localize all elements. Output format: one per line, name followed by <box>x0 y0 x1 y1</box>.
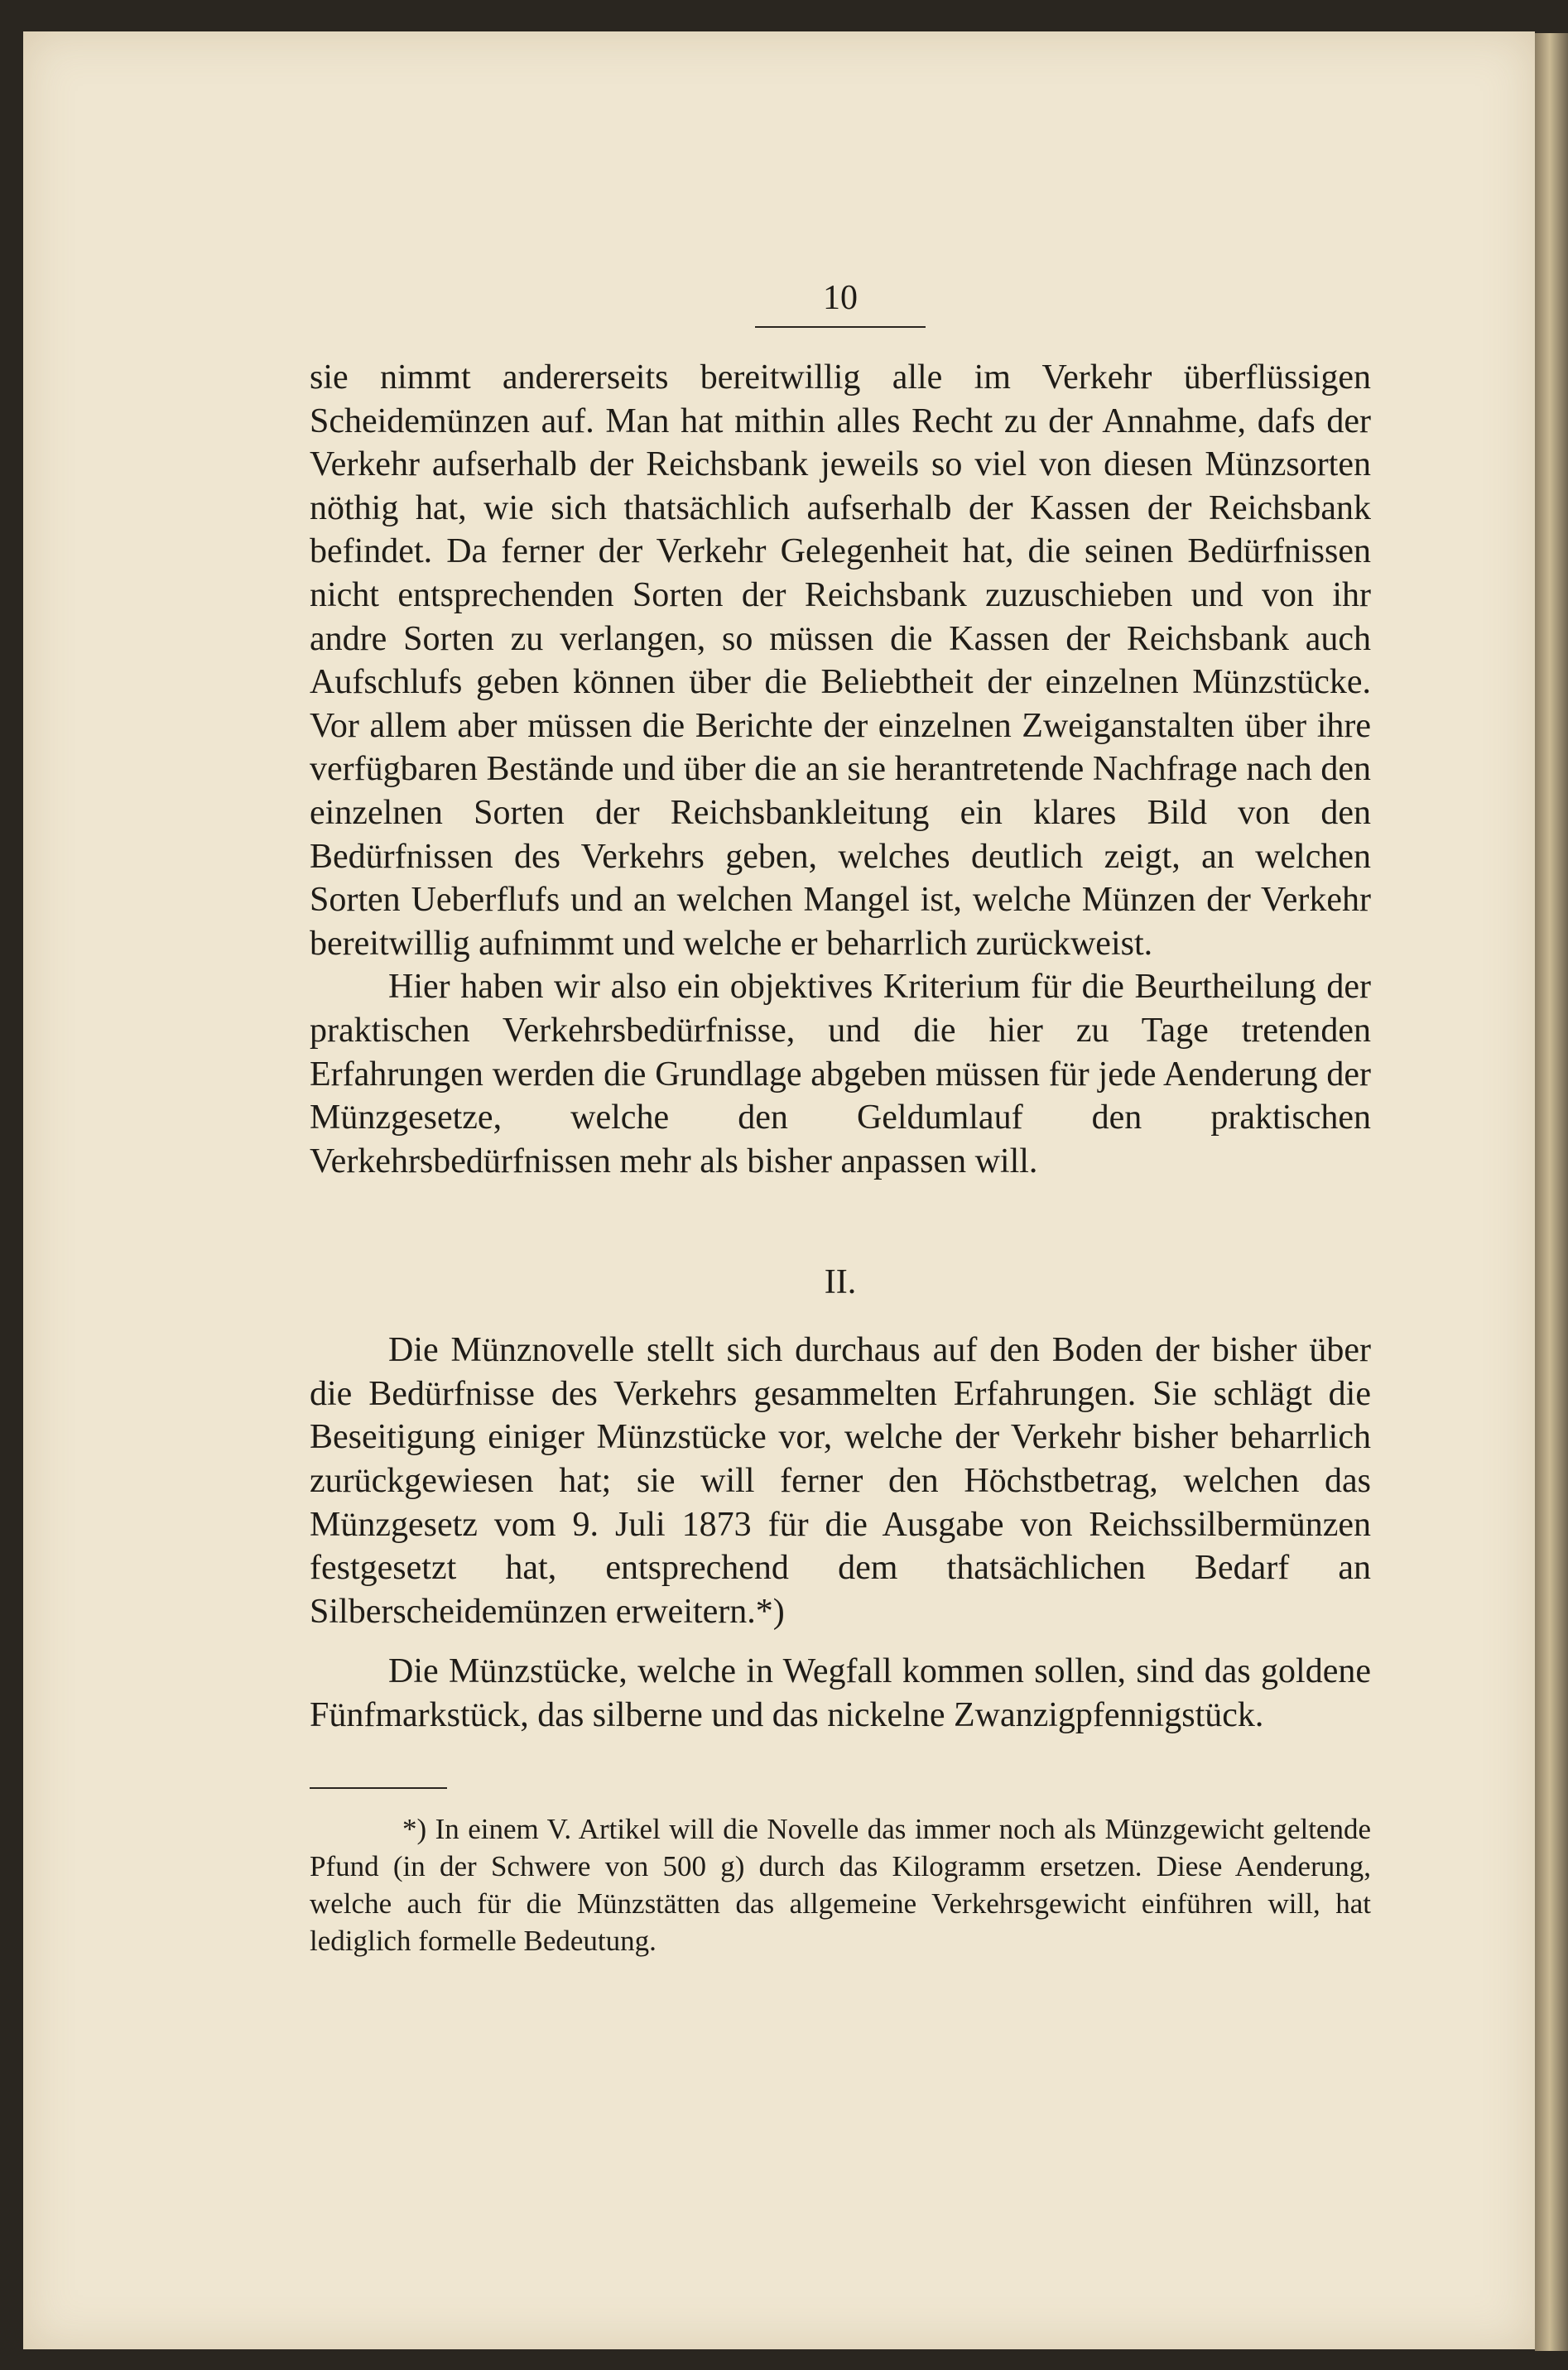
paragraph-muenzstuecke: Die Münzstücke, welche in Wegfall kommen sollen, sind das goldene Fünfmarkstück, das silberne und das nickelne Zwanzigpfennigstück. <box>310 1652 1371 1735</box>
paragraph-continued: sie nimmt andererseits bereitwillig alle im Verkehr überflüssigen Scheidemünzen auf. Man hat mithin alles Recht zu der Annahme, dafs der Verkehr aufserhalb der Reichsbank jeweils so viel von diesen Münzsorten nöthig hat, wie sich thatsächlich aufserhalb der Kassen der Reichsbank befindet. Da ferner der Verkehr Gelegenheit hat, die seinen Bedürfnissen nicht entsprechenden Sorten der Reichsbank zuzuschieben und von ihr andre Sorten zu verlangen, so müssen die Kassen der Reichsbank auch Aufschlufs geben können über die Beliebtheit der einzelnen Münzstücke. Vor allem aber müssen die Berichte der einzelnen Zweiganstalten über ihre verfügbaren Bestände und über die an sie herantretende Nachfrage nach den einzelnen Sorten der Reichsbankleitung ein klares Bild von den Bedürfnissen des Verkehrs geben, welches deutlich zeigt, an welchen Sorten Ueberflufs und an welchen Mangel ist, welche Münzen der Verkehr bereitwillig aufnimmt und welche er beharrlich zurückweist. <box>310 358 1371 963</box>
section-heading: II. <box>824 1263 857 1302</box>
header-rule <box>755 326 926 328</box>
footnote: *) In einem V. Artikel will die Novelle das immer noch als Münzgewicht geltende Pfund (in der Schwere von 500 g) durch das Kilogramm ersetzen. Diese Aenderung, welche auch für die Münzstätten das allgemeine Verkehrsgewicht einführen will, hat lediglich formelle Bedeutung. <box>310 1812 1371 1957</box>
page-number: 10 <box>823 279 858 317</box>
book-page <box>23 31 1535 2349</box>
paragraph-muenznovelle: Die Münznovelle stellt sich durchaus auf den Boden der bisher über die Bedürfnisse des Verkehrs gesammelten Erfahrungen. Sie schlägt die Beseitigung einiger Münzstücke vor, welche der Verkehr bisher beharrlich zurückgewiesen hat; sie will ferner den Höchstbetrag, welchen das Münzgesetz vom 9. Juli 1873 für die Ausgabe von Reichssilbermünzen festgesetzt hat, entsprechend dem thatsächlichen Bedarf an Silberscheidemünzen erweitern.*) <box>310 1331 1371 1631</box>
footnote-rule <box>310 1787 447 1789</box>
paragraph-criterion: Hier haben wir also ein objektives Kriterium für die Beurtheilung der praktischen Verkehrsbedürfnisse, und die hier zu Tage tretenden Erfahrungen werden die Grundlage abgeben müssen für jede Aenderung der Münzgesetze, welche den Geldumlauf den praktischen Verkehrsbedürfnissen mehr als bisher anpassen will. <box>310 968 1371 1180</box>
book-spine-edge <box>1535 33 1568 2351</box>
page-text-block <box>310 273 1371 1959</box>
